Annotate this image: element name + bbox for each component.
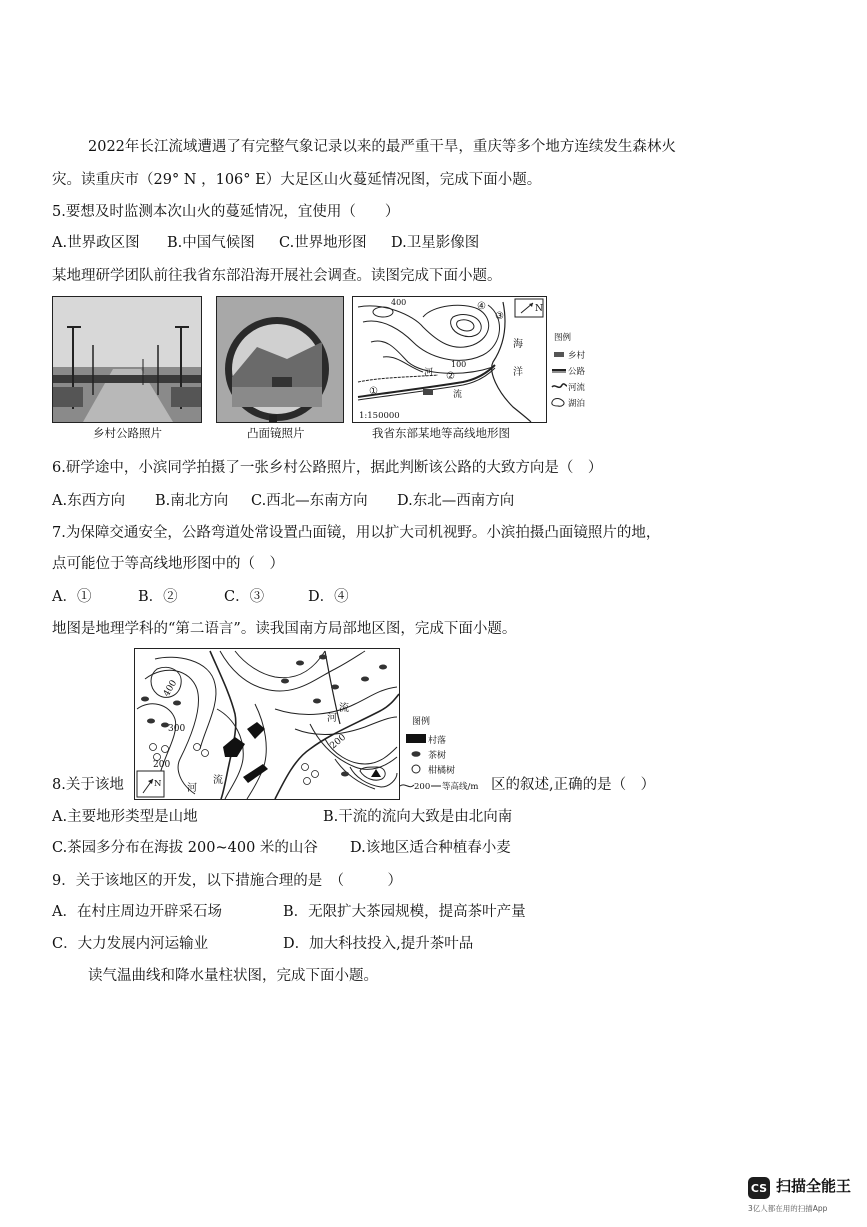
map2-legend-title: 图例 bbox=[412, 717, 431, 727]
watermark-tagline: 3亿人都在用的扫描App bbox=[748, 1204, 828, 1213]
map2-contour-200-left: 200 bbox=[153, 760, 171, 770]
map1-legend-title: 图例 bbox=[554, 333, 572, 343]
map1-north-label: N bbox=[535, 304, 543, 314]
map2-legend-contour-value: 200 bbox=[414, 782, 431, 792]
lake-legend-icon bbox=[552, 399, 564, 407]
map2-legend-contour: 等高线/m bbox=[442, 782, 479, 792]
map1-point-1: ① bbox=[369, 386, 378, 397]
convex-mirror-photo bbox=[216, 296, 344, 423]
map1-point-4: ④ bbox=[477, 301, 486, 312]
map2-north-label: N bbox=[154, 779, 162, 789]
question-5-options bbox=[52, 233, 479, 253]
map1-caption: 我省东部某地等高线地形图 bbox=[372, 426, 510, 440]
question-7-options bbox=[52, 587, 349, 607]
map1-legend-lake: 湖泊 bbox=[568, 399, 586, 409]
question-8-stem-part-1: 8.关于该地 bbox=[52, 777, 124, 793]
q7-option-a: A．① bbox=[52, 589, 92, 605]
map1-sea-label-2: 洋 bbox=[513, 367, 523, 378]
citrus-tree-icon bbox=[412, 765, 420, 773]
river-legend-icon bbox=[552, 384, 567, 387]
q6-option-b: B.南北方向 bbox=[155, 493, 229, 509]
q6-option-d: D.东北—西南方向 bbox=[397, 493, 515, 509]
map2-legend-village: 村落 bbox=[428, 736, 447, 746]
map2-river-char-2: 流 bbox=[213, 775, 223, 786]
map1-river-label-1: 河 bbox=[424, 368, 434, 378]
tea-tree-icon bbox=[412, 751, 421, 757]
q8-option-c: C.茶园多分布在海拔 200~400 米的山谷 bbox=[52, 840, 318, 856]
q7-option-c: C．③ bbox=[224, 589, 265, 605]
q7-option-b: B．② bbox=[138, 589, 178, 605]
map2-contour-400: 400 bbox=[161, 678, 180, 699]
question-7-stem-line-2: 点可能位于等高线地形图中的（ ） bbox=[52, 556, 284, 572]
q5-option-a: A.世界政区图 bbox=[52, 235, 140, 251]
q5-option-b: B.中国气候图 bbox=[167, 235, 255, 251]
map1-point-2: ② bbox=[446, 371, 455, 382]
watermark-app-name: 扫描全能王 bbox=[776, 1177, 852, 1195]
intro-2: 某地理研学团队前往我省东部沿海开展社会调查。读图完成下面小题。 bbox=[52, 268, 502, 284]
map2-legend-citrus: 柑橘树 bbox=[428, 766, 456, 776]
q8-option-b: B.干流的流向大致是由北向南 bbox=[323, 809, 513, 825]
map2-legend-tea: 茶树 bbox=[428, 751, 447, 761]
contour-line-icon bbox=[400, 785, 414, 787]
rural-road-photo bbox=[52, 296, 202, 423]
map1-contour-400: 400 bbox=[391, 298, 407, 307]
photo1-caption: 乡村公路照片 bbox=[93, 426, 162, 440]
q6-option-c: C.西北—东南方向 bbox=[251, 493, 368, 509]
map1-legend-river: 河流 bbox=[568, 383, 586, 393]
q6-option-a: A.东西方向 bbox=[52, 493, 126, 509]
map1-legend bbox=[546, 330, 606, 420]
question-8-stem-part-2: 区的叙述,正确的是（ ） bbox=[491, 777, 656, 793]
question-7-stem-line-1: 7.为保障交通安全，公路弯道处常设置凸面镜，用以扩大司机视野。小滨拍摄凸面镜照片的地， bbox=[52, 525, 661, 541]
map2-river-char-1: 河 bbox=[187, 783, 197, 794]
scanner-watermark bbox=[748, 1177, 852, 1213]
q9-option-b: B．无限扩大茶园规模，提高茶叶产量 bbox=[283, 904, 526, 920]
q5-option-c: C.世界地形图 bbox=[279, 235, 367, 251]
map2-contour-200-right: 200 bbox=[328, 732, 349, 752]
map1-legend-road: 公路 bbox=[568, 367, 586, 377]
village-legend-icon bbox=[554, 352, 564, 357]
map1-sea-label-1: 海 bbox=[513, 339, 523, 350]
map2-contour-300: 300 bbox=[168, 724, 186, 734]
photo2-caption: 凸面镜照片 bbox=[247, 426, 305, 440]
q9-option-d: D．加大科技投入,提升茶叶品 bbox=[283, 936, 474, 952]
question-6-options bbox=[52, 491, 514, 511]
intro-3: 地图是地理学科的“第二语言”。读我国南方局部地区图，完成下面小题。 bbox=[52, 621, 517, 637]
map1-contour-100: 100 bbox=[451, 360, 467, 369]
q8-option-d: D.该地区适合种植春小麦 bbox=[350, 840, 511, 856]
intro-paragraph-line-2: 灾。读重庆市（29° N ，106° E）大足区山火蔓延情况图，完成下面小题。 bbox=[52, 172, 542, 188]
intro-paragraph-line-1: 2022年长江流域遭遇了有完整气象记录以来的最严重干旱，重庆等多个地方连续发生森林火 bbox=[88, 139, 676, 155]
map1-river-label-2: 流 bbox=[453, 390, 463, 400]
camscanner-logo-icon: CS bbox=[748, 1177, 770, 1199]
map1-legend-village: 乡村 bbox=[568, 351, 586, 361]
q9-option-a: A．在村庄周边开辟采石场 bbox=[52, 904, 222, 920]
map1-scale: 1:150000 bbox=[359, 411, 400, 421]
question-9-stem: 9．关于该地区的开发，以下措施合理的是 （ ） bbox=[52, 873, 402, 889]
map2-legend bbox=[400, 712, 490, 802]
question-5-stem: 5.要想及时监测本次山火的蔓延情况，宜使用（ ） bbox=[52, 204, 400, 220]
village-block-icon bbox=[406, 734, 426, 743]
map2-river-char-4: 河 bbox=[327, 713, 337, 724]
q7-option-d: D．④ bbox=[308, 589, 349, 605]
contour-map-1 bbox=[352, 296, 547, 423]
q8-option-a: A.主要地形类型是山地 bbox=[52, 809, 198, 825]
map2-river-char-3: 流 bbox=[339, 703, 349, 714]
question-6-stem: 6.研学途中，小滨同学拍摄了一张乡村公路照片，据此判断该公路的大致方向是（ ） bbox=[52, 460, 603, 476]
q9-option-c: C．大力发展内河运输业 bbox=[52, 936, 209, 952]
q5-option-d: D.卫星影像图 bbox=[391, 235, 480, 251]
southern-region-map bbox=[134, 648, 400, 800]
intro-4: 读气温曲线和降水量柱状图，完成下面小题。 bbox=[88, 968, 378, 984]
map1-point-3: ③ bbox=[495, 311, 504, 322]
